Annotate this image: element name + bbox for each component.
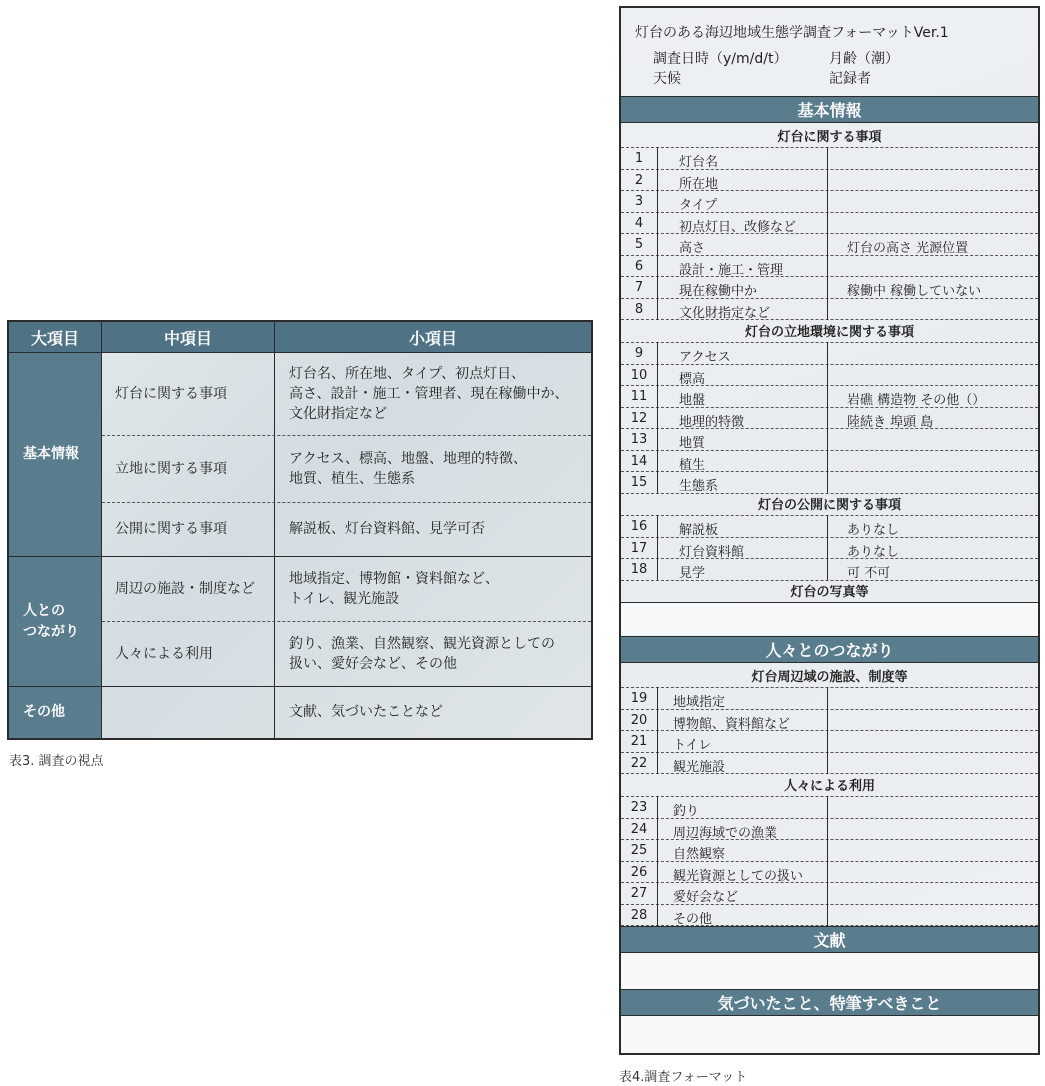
row-number: 5 — [634, 237, 644, 252]
meta-recorder: 記録者 — [829, 71, 871, 87]
small-usage: 釣り、漁業、自然観察、観光資源としての 扱い、愛好会など、その他 — [289, 635, 555, 672]
mid-usage: 人々による利用 — [115, 645, 213, 662]
row-item: 見学 — [679, 566, 706, 581]
row-number: 14 — [630, 453, 648, 469]
mid-other — [115, 687, 275, 738]
row-options: 灯台の高さ 光源位置 — [847, 241, 969, 256]
sub-public: 灯台の公開に関する事項 — [757, 498, 901, 513]
row-number: 26 — [630, 864, 648, 880]
row-item: 灯台資料館 — [679, 544, 745, 560]
table-row — [621, 559, 1038, 581]
meta-datetime: 調査日時（y/m/d/t） — [653, 51, 788, 67]
row-item: 愛好会など — [673, 890, 739, 905]
row-number: 12 — [630, 410, 648, 426]
survey-perspective-table — [7, 320, 593, 740]
table-row — [621, 905, 1038, 927]
header-small: 小項目 — [275, 322, 591, 352]
table-row — [621, 234, 1038, 256]
table3-caption: 表3. 調査の視点 — [9, 754, 104, 769]
table-row — [621, 213, 1038, 235]
mid-public: 公開に関する事項 — [115, 521, 227, 538]
table-row — [621, 451, 1038, 473]
major-other: その他 — [9, 687, 101, 738]
row-number: 22 — [630, 755, 648, 771]
mid-lighthouse: 灯台に関する事項 — [115, 385, 227, 402]
mid-location: 立地に関する事項 — [115, 460, 227, 477]
photo-area — [621, 602, 1038, 635]
table-row — [621, 256, 1038, 278]
mid-facilities: 周辺の施設・制度など — [115, 580, 255, 597]
row-item: 博物館、資料館など — [673, 716, 791, 732]
row-number: 18 — [630, 562, 648, 577]
table-row — [621, 386, 1038, 408]
row-number: 13 — [630, 432, 648, 447]
sub-location: 灯台の立地環境に関する事項 — [744, 325, 914, 340]
row-item: タイプ — [679, 198, 718, 213]
row-number: 1 — [634, 151, 644, 166]
table-row — [621, 191, 1038, 213]
notes-area — [621, 1016, 1038, 1053]
column-divider — [827, 687, 828, 774]
row-number: 9 — [634, 346, 644, 361]
sub-facilities: 灯台周辺域の施設、制度等 — [751, 670, 908, 685]
table-row — [621, 883, 1038, 905]
survey-format-table — [619, 6, 1040, 1055]
column-divider — [827, 342, 828, 493]
table-row — [621, 862, 1038, 884]
section-literature: 文献 — [621, 926, 1038, 953]
table-row — [621, 710, 1038, 732]
row-divider — [621, 602, 1038, 603]
row-number: 19 — [630, 691, 648, 706]
section-people: 人々とのつながり — [621, 636, 1038, 663]
column-divider — [657, 147, 658, 320]
header-mid: 中項目 — [102, 322, 274, 352]
table-row — [621, 429, 1038, 451]
row-options: ありなし — [847, 523, 900, 538]
row-item: トイレ — [673, 738, 712, 753]
row-item: 自然観察 — [673, 847, 726, 862]
row-number: 27 — [630, 886, 648, 901]
column-divider — [657, 515, 658, 580]
row-options: 稼働中 稼働していない — [847, 284, 982, 299]
row-item: 高さ — [679, 241, 706, 256]
table-row — [621, 299, 1038, 321]
row-item: 観光資源としての扱い — [673, 868, 804, 884]
row-item: 解説板 — [679, 523, 719, 538]
sub-usage: 人々による利用 — [783, 779, 875, 794]
row-number: 16 — [630, 519, 648, 534]
small-other: 文献、気づいたことなど — [289, 704, 443, 721]
sub-photo: 灯台の写真等 — [790, 585, 869, 600]
major-people: 人との つながり — [9, 557, 101, 686]
small-lighthouse: 灯台名、所在地、タイプ、初点灯日、 高さ、設計・施工・管理者、現在稼働中か、 文化財指定など — [289, 365, 569, 423]
small-public: 解説板、灯台資料館、見学可否 — [289, 521, 485, 538]
table-row — [621, 472, 1038, 494]
row-number: 20 — [630, 712, 648, 728]
row-number: 10 — [630, 367, 648, 383]
table-row — [621, 277, 1038, 299]
column-divider — [657, 687, 658, 774]
column-divider — [827, 515, 828, 580]
table-row — [621, 343, 1038, 365]
row-options: 陸続き 埠頭 島 — [847, 414, 934, 430]
column-divider — [827, 147, 828, 320]
row-number: 15 — [630, 475, 648, 490]
row-number: 4 — [634, 215, 644, 231]
table-row — [621, 840, 1038, 862]
row-number: 23 — [630, 800, 648, 815]
row-number: 2 — [634, 172, 644, 188]
table-row — [621, 516, 1038, 538]
literature-area — [621, 953, 1038, 989]
row-number: 8 — [634, 301, 644, 317]
row-item: アクセス — [679, 350, 731, 365]
table4-caption: 表4.調査フォーマット — [619, 1070, 748, 1085]
row-number: 24 — [630, 821, 648, 837]
row-number: 11 — [630, 389, 648, 404]
meta-weather: 天候 — [653, 71, 681, 87]
row-item: 周辺海域での漁業 — [673, 825, 778, 841]
header-major: 大項目 — [9, 322, 101, 352]
row-item: 現在稼働中か — [679, 284, 758, 299]
column-divider — [657, 342, 658, 493]
row-item: 灯台名 — [679, 155, 719, 170]
row-item: 標高 — [679, 371, 706, 387]
row-number: 3 — [634, 194, 644, 209]
table-row — [621, 753, 1038, 775]
table-row — [621, 731, 1038, 753]
meta-moon: 月齢（潮） — [829, 51, 899, 67]
table-row — [621, 797, 1038, 819]
row-item: 初点灯日、改修など — [679, 219, 797, 235]
small-facilities: 地域指定、博物館・資料館など、 トイレ、観光施設 — [289, 570, 499, 607]
row-item: 地理的特徴 — [679, 414, 745, 430]
row-number: 17 — [630, 540, 648, 556]
row-item: 文化財指定など — [679, 305, 771, 321]
section-notes: 気づいたこと、特筆すべきこと — [621, 989, 1038, 1016]
table-row — [621, 170, 1038, 192]
major-basic-info: 基本情報 — [9, 353, 101, 556]
table-row — [621, 688, 1038, 710]
row-item: 釣り — [673, 804, 700, 819]
row-item: 所在地 — [679, 176, 719, 192]
row-item: 地質 — [679, 436, 706, 451]
table-row — [621, 538, 1038, 560]
section-basic-info: 基本情報 — [621, 96, 1038, 123]
row-item: 地盤 — [679, 393, 706, 408]
row-number: 28 — [630, 907, 648, 923]
column-divider — [827, 796, 828, 926]
row-item: 地域指定 — [673, 695, 726, 710]
small-location: アクセス、標高、地盤、地理的特徴、 地質、植生、生態系 — [289, 450, 527, 487]
sub-lighthouse: 灯台に関する事項 — [777, 130, 882, 145]
table-row — [621, 365, 1038, 387]
row-number: 21 — [630, 734, 648, 749]
row-options: ありなし — [847, 544, 900, 560]
row-item: 設計・施工・管理 — [679, 262, 784, 278]
row-number: 7 — [634, 280, 644, 295]
row-options: 岩礁 構造物 その他（） — [847, 393, 986, 408]
table-row — [621, 408, 1038, 430]
row-item: 生態系 — [679, 479, 719, 494]
table-row — [621, 819, 1038, 841]
row-number: 6 — [634, 258, 644, 274]
table-row — [621, 148, 1038, 170]
row-item: その他 — [673, 911, 713, 927]
column-divider — [657, 796, 658, 926]
format-title: 灯台のある海辺地域生態学調査フォーマットVer.1 — [635, 25, 949, 41]
row-number: 25 — [630, 843, 648, 858]
row-options: 可 不可 — [847, 566, 891, 581]
column-divider — [101, 322, 102, 738]
row-item: 観光施設 — [673, 759, 726, 775]
row-item: 植生 — [679, 457, 706, 473]
